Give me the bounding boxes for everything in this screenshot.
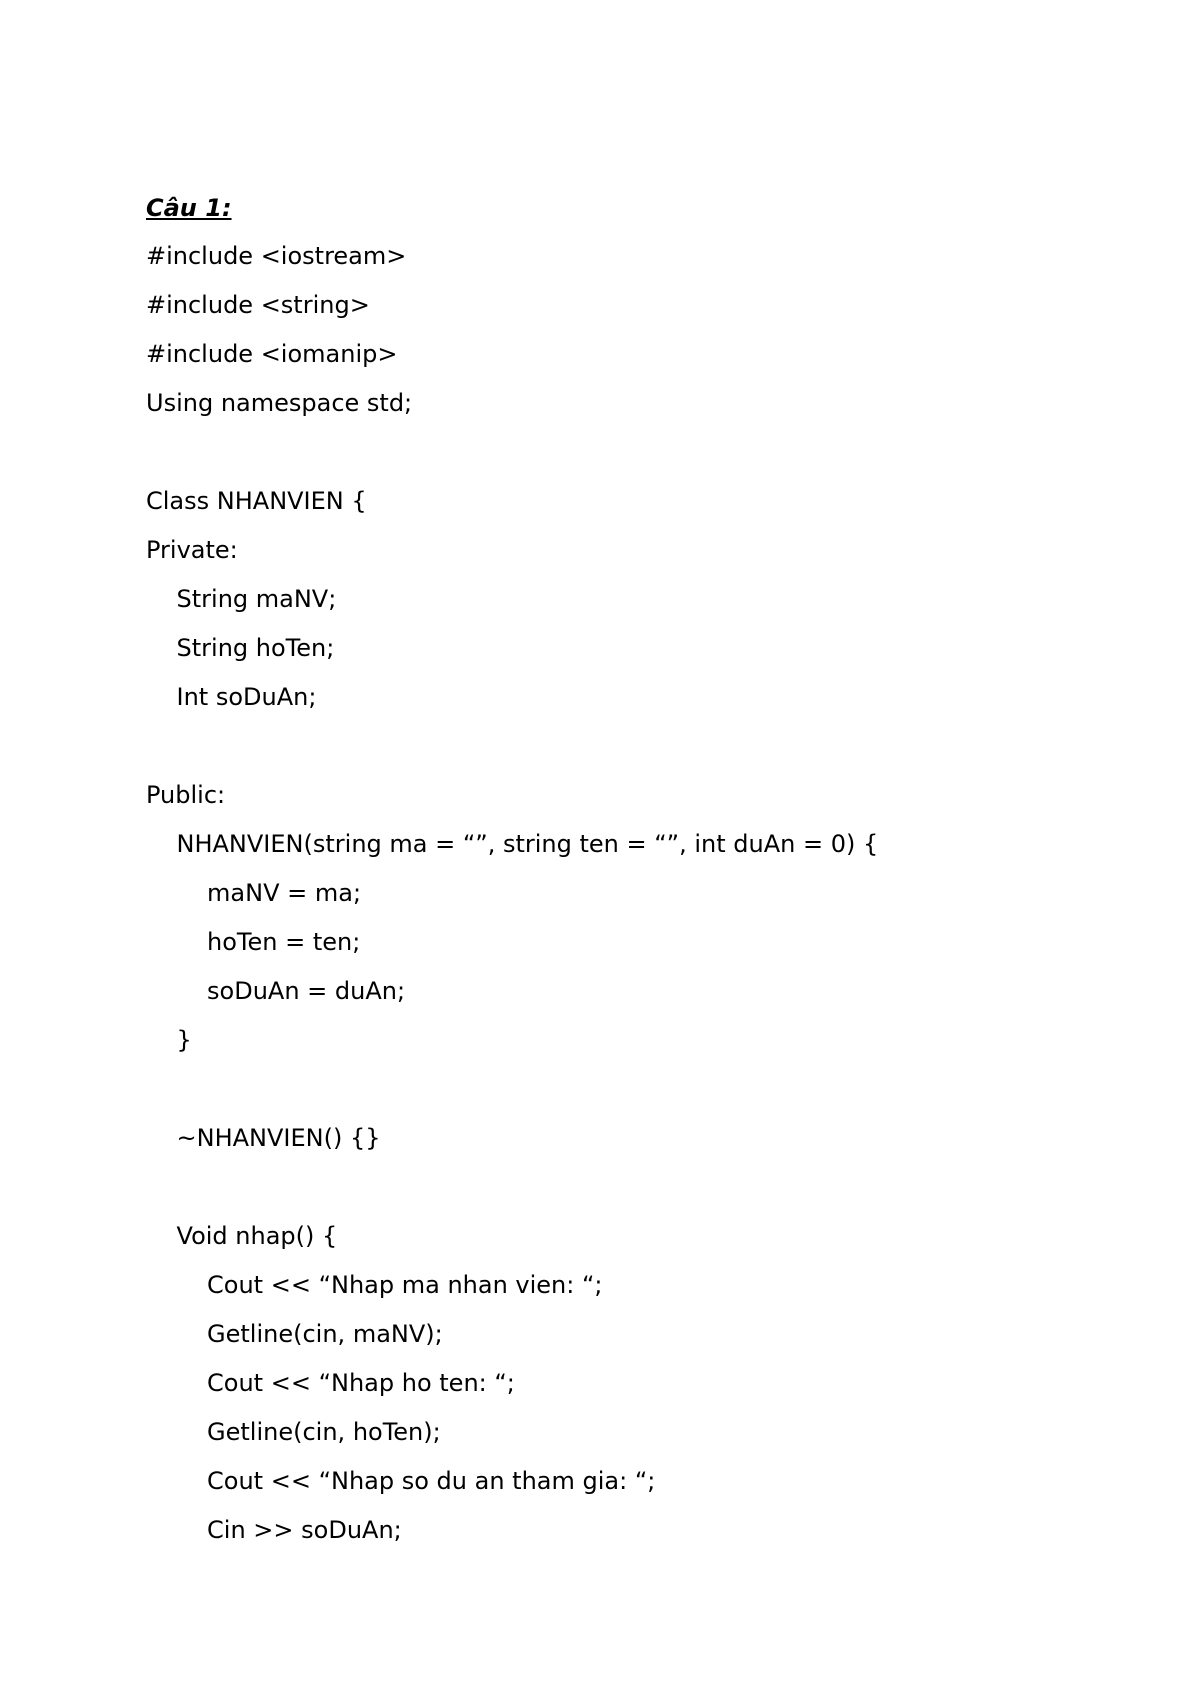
code-line: Getline(cin, hoTen); bbox=[146, 1418, 441, 1446]
code-line: soDuAn = duAn; bbox=[146, 977, 406, 1005]
question-heading: Câu 1: bbox=[146, 194, 232, 222]
code-line bbox=[146, 728, 1146, 777]
code-line: #include <iostream> bbox=[146, 242, 407, 270]
code-line: Getline(cin, maNV); bbox=[146, 1320, 443, 1348]
code-line: Int soDuAn; bbox=[146, 683, 317, 711]
code-line bbox=[146, 1071, 1146, 1120]
code-line: hoTen = ten; bbox=[146, 928, 361, 956]
code-line: Using namespace std; bbox=[146, 389, 413, 417]
code-line: Class NHANVIEN { bbox=[146, 487, 367, 515]
code-line: #include <string> bbox=[146, 291, 370, 319]
code-line: Cin >> soDuAn; bbox=[146, 1516, 402, 1544]
code-line: String maNV; bbox=[146, 585, 337, 613]
code-listing bbox=[146, 238, 1146, 1561]
code-line: String hoTen; bbox=[146, 634, 335, 662]
code-line: NHANVIEN(string ma = “”, string ten = “”, int duAn = 0) { bbox=[146, 830, 879, 858]
code-line: maNV = ma; bbox=[146, 879, 362, 907]
code-line: #include <iomanip> bbox=[146, 340, 398, 368]
code-line: Cout << “Nhap so du an tham gia: “; bbox=[146, 1467, 656, 1495]
code-line: Cout << “Nhap ma nhan vien: “; bbox=[146, 1271, 603, 1299]
code-line: ~NHANVIEN() {} bbox=[146, 1124, 381, 1152]
code-line: } bbox=[146, 1026, 192, 1054]
code-line: Cout << “Nhap ho ten: “; bbox=[146, 1369, 515, 1397]
code-line bbox=[146, 434, 1146, 483]
code-line: Public: bbox=[146, 781, 226, 809]
code-line: Void nhap() { bbox=[146, 1222, 338, 1250]
code-line: Private: bbox=[146, 536, 238, 564]
code-line bbox=[146, 1169, 1146, 1218]
